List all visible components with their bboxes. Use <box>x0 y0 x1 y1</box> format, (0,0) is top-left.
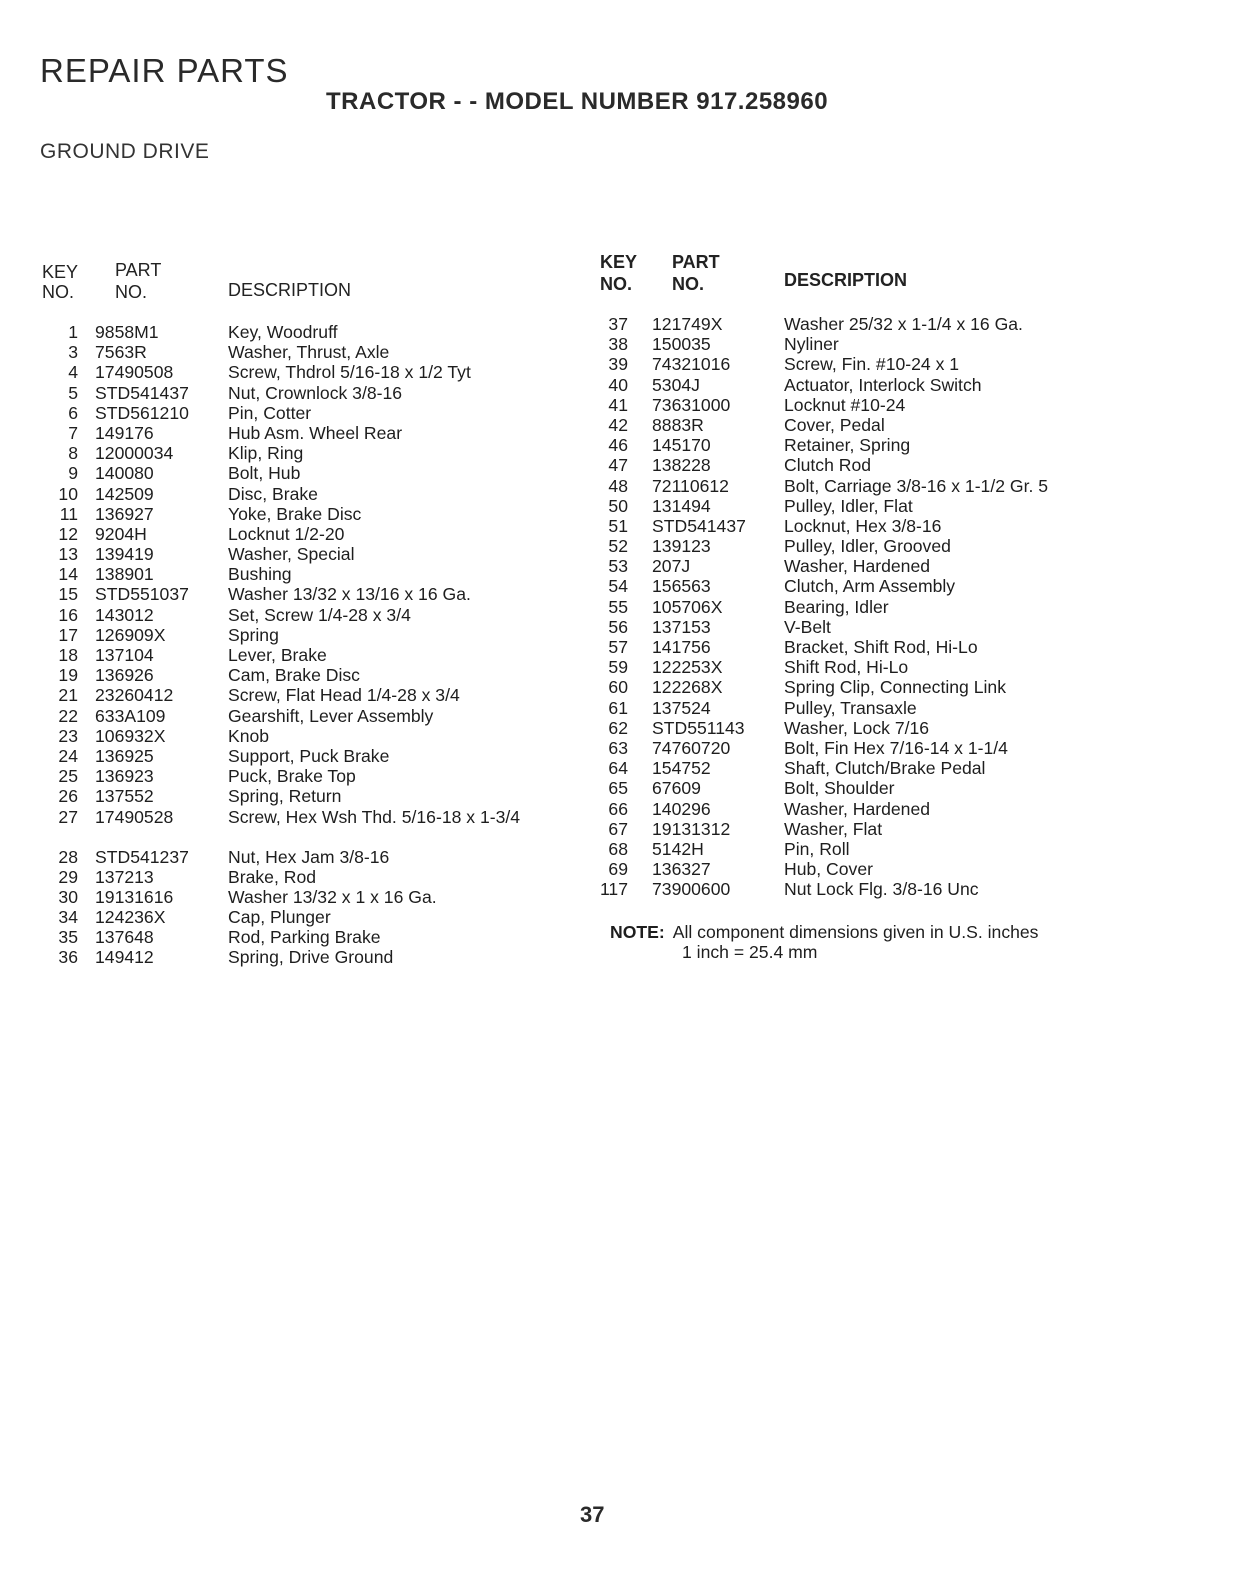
table-row <box>598 455 1108 475</box>
part-no: 136926 <box>95 665 154 686</box>
part-no: 138228 <box>652 455 711 476</box>
key-no: 26 <box>58 786 78 807</box>
part-no: 7563R <box>95 342 147 363</box>
part-no: 124236X <box>95 907 166 928</box>
part-description: Disc, Brake <box>228 483 318 504</box>
part-description: Washer 13/32 x 13/16 x 16 Ga. <box>228 584 471 605</box>
table-row <box>598 657 1108 677</box>
part-no: 137213 <box>95 866 154 887</box>
part-description: Washer, Hardened <box>784 798 931 819</box>
part-description: Washer, Lock 7/16 <box>784 717 930 738</box>
key-no: 62 <box>608 717 628 738</box>
part-no: 121749X <box>652 314 723 334</box>
table-row <box>40 322 560 342</box>
table-row <box>40 484 560 504</box>
key-no: 34 <box>58 907 78 928</box>
table-row <box>598 476 1108 496</box>
part-description: Klip, Ring <box>228 443 304 464</box>
key-no: 66 <box>608 798 628 819</box>
part-description: Washer, Flat <box>784 818 883 839</box>
part-no: 72110612 <box>652 475 729 496</box>
page-title: REPAIR PARTS <box>40 52 289 89</box>
key-no: 37 <box>608 314 628 334</box>
part-header-line2: NO. <box>672 274 705 294</box>
part-no: 73631000 <box>652 394 731 415</box>
table-row <box>598 435 1108 455</box>
part-description: Lever, Brake <box>228 645 327 665</box>
key-header-line2: NO. <box>600 274 633 294</box>
part-no: 12000034 <box>95 443 174 464</box>
key-no: 50 <box>608 495 628 516</box>
part-description: Screw, Hex Wsh Thd. 5/16-18 x 1-3/4 <box>228 806 521 827</box>
key-no: 8 <box>68 443 78 464</box>
part-no: 106932X <box>95 725 166 746</box>
part-description: Locknut, Hex 3/8-16 <box>784 515 942 536</box>
part-no: 150035 <box>652 334 711 355</box>
table-row <box>598 536 1108 556</box>
table-row <box>40 685 560 705</box>
part-no: 207J <box>652 556 691 577</box>
table-row <box>40 362 560 382</box>
key-no: 59 <box>608 657 628 678</box>
key-no: 54 <box>608 576 628 597</box>
key-no: 69 <box>608 859 628 880</box>
key-no: 6 <box>68 402 78 423</box>
table-row <box>598 576 1108 596</box>
model-title: TRACTOR - - MODEL NUMBER 917.258960 <box>326 88 829 115</box>
part-no: 67609 <box>652 778 701 799</box>
part-description: Support, Puck Brake <box>228 745 390 766</box>
key-no: 63 <box>608 737 628 758</box>
part-no: 633A109 <box>95 705 166 726</box>
table-row <box>40 645 560 665</box>
table-row <box>40 403 560 423</box>
key-no: 13 <box>58 544 78 565</box>
page-number: 37 <box>580 1502 605 1527</box>
part-description: Nut, Crownlock 3/8-16 <box>228 382 403 403</box>
part-no: 137104 <box>95 645 154 665</box>
part-description: Spring <box>228 624 279 645</box>
table-row <box>40 726 560 746</box>
key-no: 9 <box>68 463 78 484</box>
table-row <box>40 847 560 867</box>
key-no: 3 <box>68 342 78 363</box>
key-no: 35 <box>58 927 78 948</box>
key-no: 12 <box>58 523 78 544</box>
table-row <box>598 334 1108 354</box>
part-no: 138901 <box>95 564 154 585</box>
key-no: 16 <box>58 604 78 625</box>
key-no: 48 <box>608 475 628 496</box>
table-row <box>40 342 560 362</box>
part-description: Nut, Hex Jam 3/8-16 <box>228 846 390 867</box>
part-no: 5304J <box>652 374 700 395</box>
table-row <box>40 625 560 645</box>
key-no: 60 <box>608 677 628 698</box>
table-row <box>598 314 1108 334</box>
part-description: Bracket, Shift Rod, Hi-Lo <box>784 637 978 657</box>
part-no: 156563 <box>652 576 711 597</box>
part-description: Gearshift, Lever Assembly <box>228 705 434 726</box>
part-no: 137153 <box>652 616 711 637</box>
part-description: Pin, Roll <box>784 838 850 859</box>
table-row <box>598 778 1108 798</box>
part-no: 73900600 <box>652 879 731 900</box>
part-no: 137648 <box>95 927 154 948</box>
part-description: Clutch, Arm Assembly <box>784 576 956 597</box>
part-description: Bearing, Idler <box>784 596 889 617</box>
table-row <box>598 839 1108 859</box>
part-description: Spring Clip, Connecting Link <box>784 677 1007 698</box>
part-description: Nut Lock Flg. 3/8-16 Unc <box>784 879 979 900</box>
table-row <box>598 597 1108 617</box>
part-description: Locknut 1/2-20 <box>228 523 345 544</box>
part-no: STD551143 <box>652 717 745 738</box>
key-no: 15 <box>58 584 78 605</box>
part-description: Hub, Cover <box>784 859 873 880</box>
part-no: 19131616 <box>95 886 174 907</box>
part-no: 149412 <box>95 947 154 968</box>
part-no: 136927 <box>95 503 154 524</box>
part-description: Retainer, Spring <box>784 435 911 456</box>
part-description: Actuator, Interlock Switch <box>784 374 982 395</box>
part-description: Washer 13/32 x 1 x 16 Ga. <box>228 886 437 907</box>
key-no: 21 <box>58 685 78 706</box>
part-description: Set, Screw 1/4-28 x 3/4 <box>228 604 411 625</box>
table-row <box>598 718 1108 738</box>
key-no: 7 <box>68 422 78 443</box>
key-no: 4 <box>68 362 78 383</box>
part-no: 140080 <box>95 463 154 484</box>
note-line2: 1 inch = 25.4 mm <box>682 942 818 962</box>
table-row <box>40 443 560 463</box>
key-no: 29 <box>58 866 78 887</box>
key-no: 24 <box>58 745 78 766</box>
part-description: Rod, Parking Brake <box>228 927 381 948</box>
note-line1: All component dimensions given in U.S. inches <box>672 922 1039 942</box>
table-row <box>40 463 560 483</box>
key-no: 68 <box>608 838 628 859</box>
table-row <box>598 556 1108 576</box>
key-no: 55 <box>608 596 628 617</box>
part-description: Knob <box>228 725 270 746</box>
key-header-line1: KEY <box>42 262 79 282</box>
part-no: 136327 <box>652 859 711 880</box>
key-no: 38 <box>608 334 628 355</box>
part-description: Cover, Pedal <box>784 414 885 435</box>
part-no: STD541437 <box>652 515 746 536</box>
key-header-line1: KEY <box>600 252 638 272</box>
part-description: Hub Asm. Wheel Rear <box>228 422 403 443</box>
table-row <box>40 423 560 443</box>
note-label: NOTE: <box>610 922 665 942</box>
section-title: GROUND DRIVE <box>40 140 210 163</box>
parts-table-left <box>40 258 560 968</box>
part-description: Yoke, Brake Disc <box>228 503 362 524</box>
part-description: Shaft, Clutch/Brake Pedal <box>784 758 986 779</box>
part-header-line1: PART <box>115 260 162 280</box>
key-no: 36 <box>58 947 78 968</box>
key-no: 22 <box>58 705 78 726</box>
part-no: 5142H <box>652 838 704 859</box>
key-no: 52 <box>608 536 628 557</box>
part-description: Bolt, Carriage 3/8-16 x 1-1/2 Gr. 5 <box>784 475 1049 496</box>
key-no: 10 <box>58 483 78 504</box>
table-row <box>40 927 560 947</box>
table-header <box>40 258 560 314</box>
table-row <box>598 819 1108 839</box>
table-row <box>598 375 1108 395</box>
part-no: 136923 <box>95 766 154 787</box>
part-no: 149176 <box>95 422 154 443</box>
part-no: STD561210 <box>95 402 189 423</box>
parts-table-right <box>598 250 1108 899</box>
part-no: 126909X <box>95 624 166 645</box>
part-header-line1: PART <box>672 252 720 272</box>
part-no: 154752 <box>652 758 711 779</box>
description-header: DESCRIPTION <box>228 280 352 300</box>
part-description: Nyliner <box>784 334 839 355</box>
part-no: STD541437 <box>95 382 189 403</box>
table-row <box>598 415 1108 435</box>
part-no: 122253X <box>652 657 723 678</box>
part-no: 17490508 <box>95 362 174 383</box>
table-row <box>40 887 560 907</box>
part-description: Cam, Brake Disc <box>228 665 360 686</box>
part-no: 142509 <box>95 483 154 504</box>
key-no: 67 <box>608 818 628 839</box>
part-description: Shift Rod, Hi-Lo <box>784 657 909 678</box>
table-header <box>598 250 1108 306</box>
part-no: 139419 <box>95 544 154 565</box>
part-description: Pin, Cotter <box>228 402 312 423</box>
part-description: Bolt, Shoulder <box>784 778 895 799</box>
key-no: 19 <box>58 665 78 686</box>
table-row <box>40 907 560 927</box>
part-description: Screw, Thdrol 5/16-18 x 1/2 Tyt <box>228 362 471 383</box>
part-no: STD551037 <box>95 584 189 605</box>
part-description: Pulley, Idler, Grooved <box>784 536 951 557</box>
part-no: 137552 <box>95 786 154 807</box>
key-no: 23 <box>58 725 78 746</box>
key-no: 47 <box>608 455 628 476</box>
part-no: STD541237 <box>95 846 189 867</box>
part-no: 145170 <box>652 435 711 456</box>
part-description: Spring, Drive Ground <box>228 947 394 968</box>
part-no: 9858M1 <box>95 322 159 342</box>
key-no: 39 <box>608 354 628 375</box>
table-row <box>598 879 1108 899</box>
part-description: Washer, Thrust, Axle <box>228 342 390 363</box>
key-no: 1 <box>68 322 78 342</box>
key-no: 27 <box>58 806 78 827</box>
parts-list-right <box>598 314 1108 899</box>
part-no: 137524 <box>652 697 711 718</box>
key-no: 18 <box>58 645 78 665</box>
key-no: 11 <box>59 503 78 524</box>
table-row <box>40 383 560 403</box>
key-no: 56 <box>608 616 628 637</box>
table-row <box>40 564 560 584</box>
key-no: 17 <box>58 624 78 645</box>
table-row <box>598 637 1108 657</box>
key-no: 14 <box>58 564 78 585</box>
table-row <box>598 758 1108 778</box>
key-no: 40 <box>608 374 628 395</box>
key-no: 25 <box>58 766 78 787</box>
table-row <box>598 516 1108 536</box>
table-row <box>40 584 560 604</box>
table-row <box>598 354 1108 374</box>
part-no: 23260412 <box>95 685 174 706</box>
part-no: 143012 <box>95 604 154 625</box>
key-no: 5 <box>68 382 78 403</box>
key-no: 46 <box>608 435 628 456</box>
part-description: Clutch Rod <box>784 455 872 476</box>
part-description: Puck, Brake Top <box>228 766 356 787</box>
table-row <box>598 677 1108 697</box>
part-description: Washer 25/32 x 1-1/4 x 16 Ga. <box>784 314 1023 334</box>
part-description: Bolt, Fin Hex 7/16-14 x 1-1/4 <box>784 737 1008 758</box>
table-row <box>598 496 1108 516</box>
part-no: 74321016 <box>652 354 731 375</box>
part-no: 17490528 <box>95 806 174 827</box>
table-row <box>40 746 560 766</box>
table-row <box>40 524 560 544</box>
key-no: 61 <box>608 697 628 718</box>
table-row <box>598 799 1108 819</box>
table-row <box>40 605 560 625</box>
part-description: Cap, Plunger <box>228 907 331 928</box>
part-no: 141756 <box>652 637 711 657</box>
part-description: Brake, Rod <box>228 866 317 887</box>
table-row <box>40 807 560 847</box>
key-no: 30 <box>58 886 78 907</box>
table-row <box>598 859 1108 879</box>
table-row <box>40 867 560 887</box>
table-row <box>40 665 560 685</box>
part-description: Bushing <box>228 564 292 585</box>
key-no: 51 <box>608 515 628 536</box>
part-no: 8883R <box>652 414 704 435</box>
part-header-line2: NO. <box>115 282 148 302</box>
key-no: 42 <box>608 414 628 435</box>
part-description: V-Belt <box>784 616 831 637</box>
part-description: Key, Woodruff <box>228 322 338 342</box>
key-no: 28 <box>58 846 78 867</box>
part-no: 105706X <box>652 596 723 617</box>
part-description: Washer, Special <box>228 544 355 565</box>
part-description: Screw, Flat Head 1/4-28 x 3/4 <box>228 685 460 706</box>
table-row <box>598 738 1108 758</box>
part-no: 136925 <box>95 745 154 766</box>
part-no: 139123 <box>652 536 711 557</box>
part-no: 9204H <box>95 523 147 544</box>
table-row <box>598 698 1108 718</box>
key-no: 65 <box>608 778 628 799</box>
key-no: 64 <box>608 758 628 779</box>
part-no: 131494 <box>652 495 711 516</box>
part-description: Bolt, Hub <box>228 463 301 484</box>
part-description: Pulley, Idler, Flat <box>784 495 913 516</box>
part-no: 140296 <box>652 798 711 819</box>
part-description: Locknut #10-24 <box>784 394 906 415</box>
part-no: 19131312 <box>652 818 731 839</box>
part-description: Pulley, Transaxle <box>784 697 917 718</box>
table-row <box>40 947 560 967</box>
table-row <box>40 544 560 564</box>
key-no: 53 <box>608 556 628 577</box>
part-no: 122268X <box>652 677 723 698</box>
table-row <box>40 504 560 524</box>
table-row <box>598 395 1108 415</box>
description-header: DESCRIPTION <box>784 270 908 290</box>
dimension-note <box>610 922 1130 962</box>
part-description: Washer, Hardened <box>784 556 931 577</box>
part-no: 74760720 <box>652 737 731 758</box>
part-description: Spring, Return <box>228 786 342 807</box>
table-row <box>40 786 560 806</box>
key-no: 57 <box>608 637 628 657</box>
key-no: 117 <box>599 879 628 900</box>
table-row <box>40 766 560 786</box>
key-no: 41 <box>608 394 628 415</box>
table-row <box>598 617 1108 637</box>
parts-list-left <box>40 322 560 968</box>
key-header-line2: NO. <box>42 282 75 302</box>
part-description: Screw, Fin. #10-24 x 1 <box>784 354 960 375</box>
table-row <box>40 706 560 726</box>
